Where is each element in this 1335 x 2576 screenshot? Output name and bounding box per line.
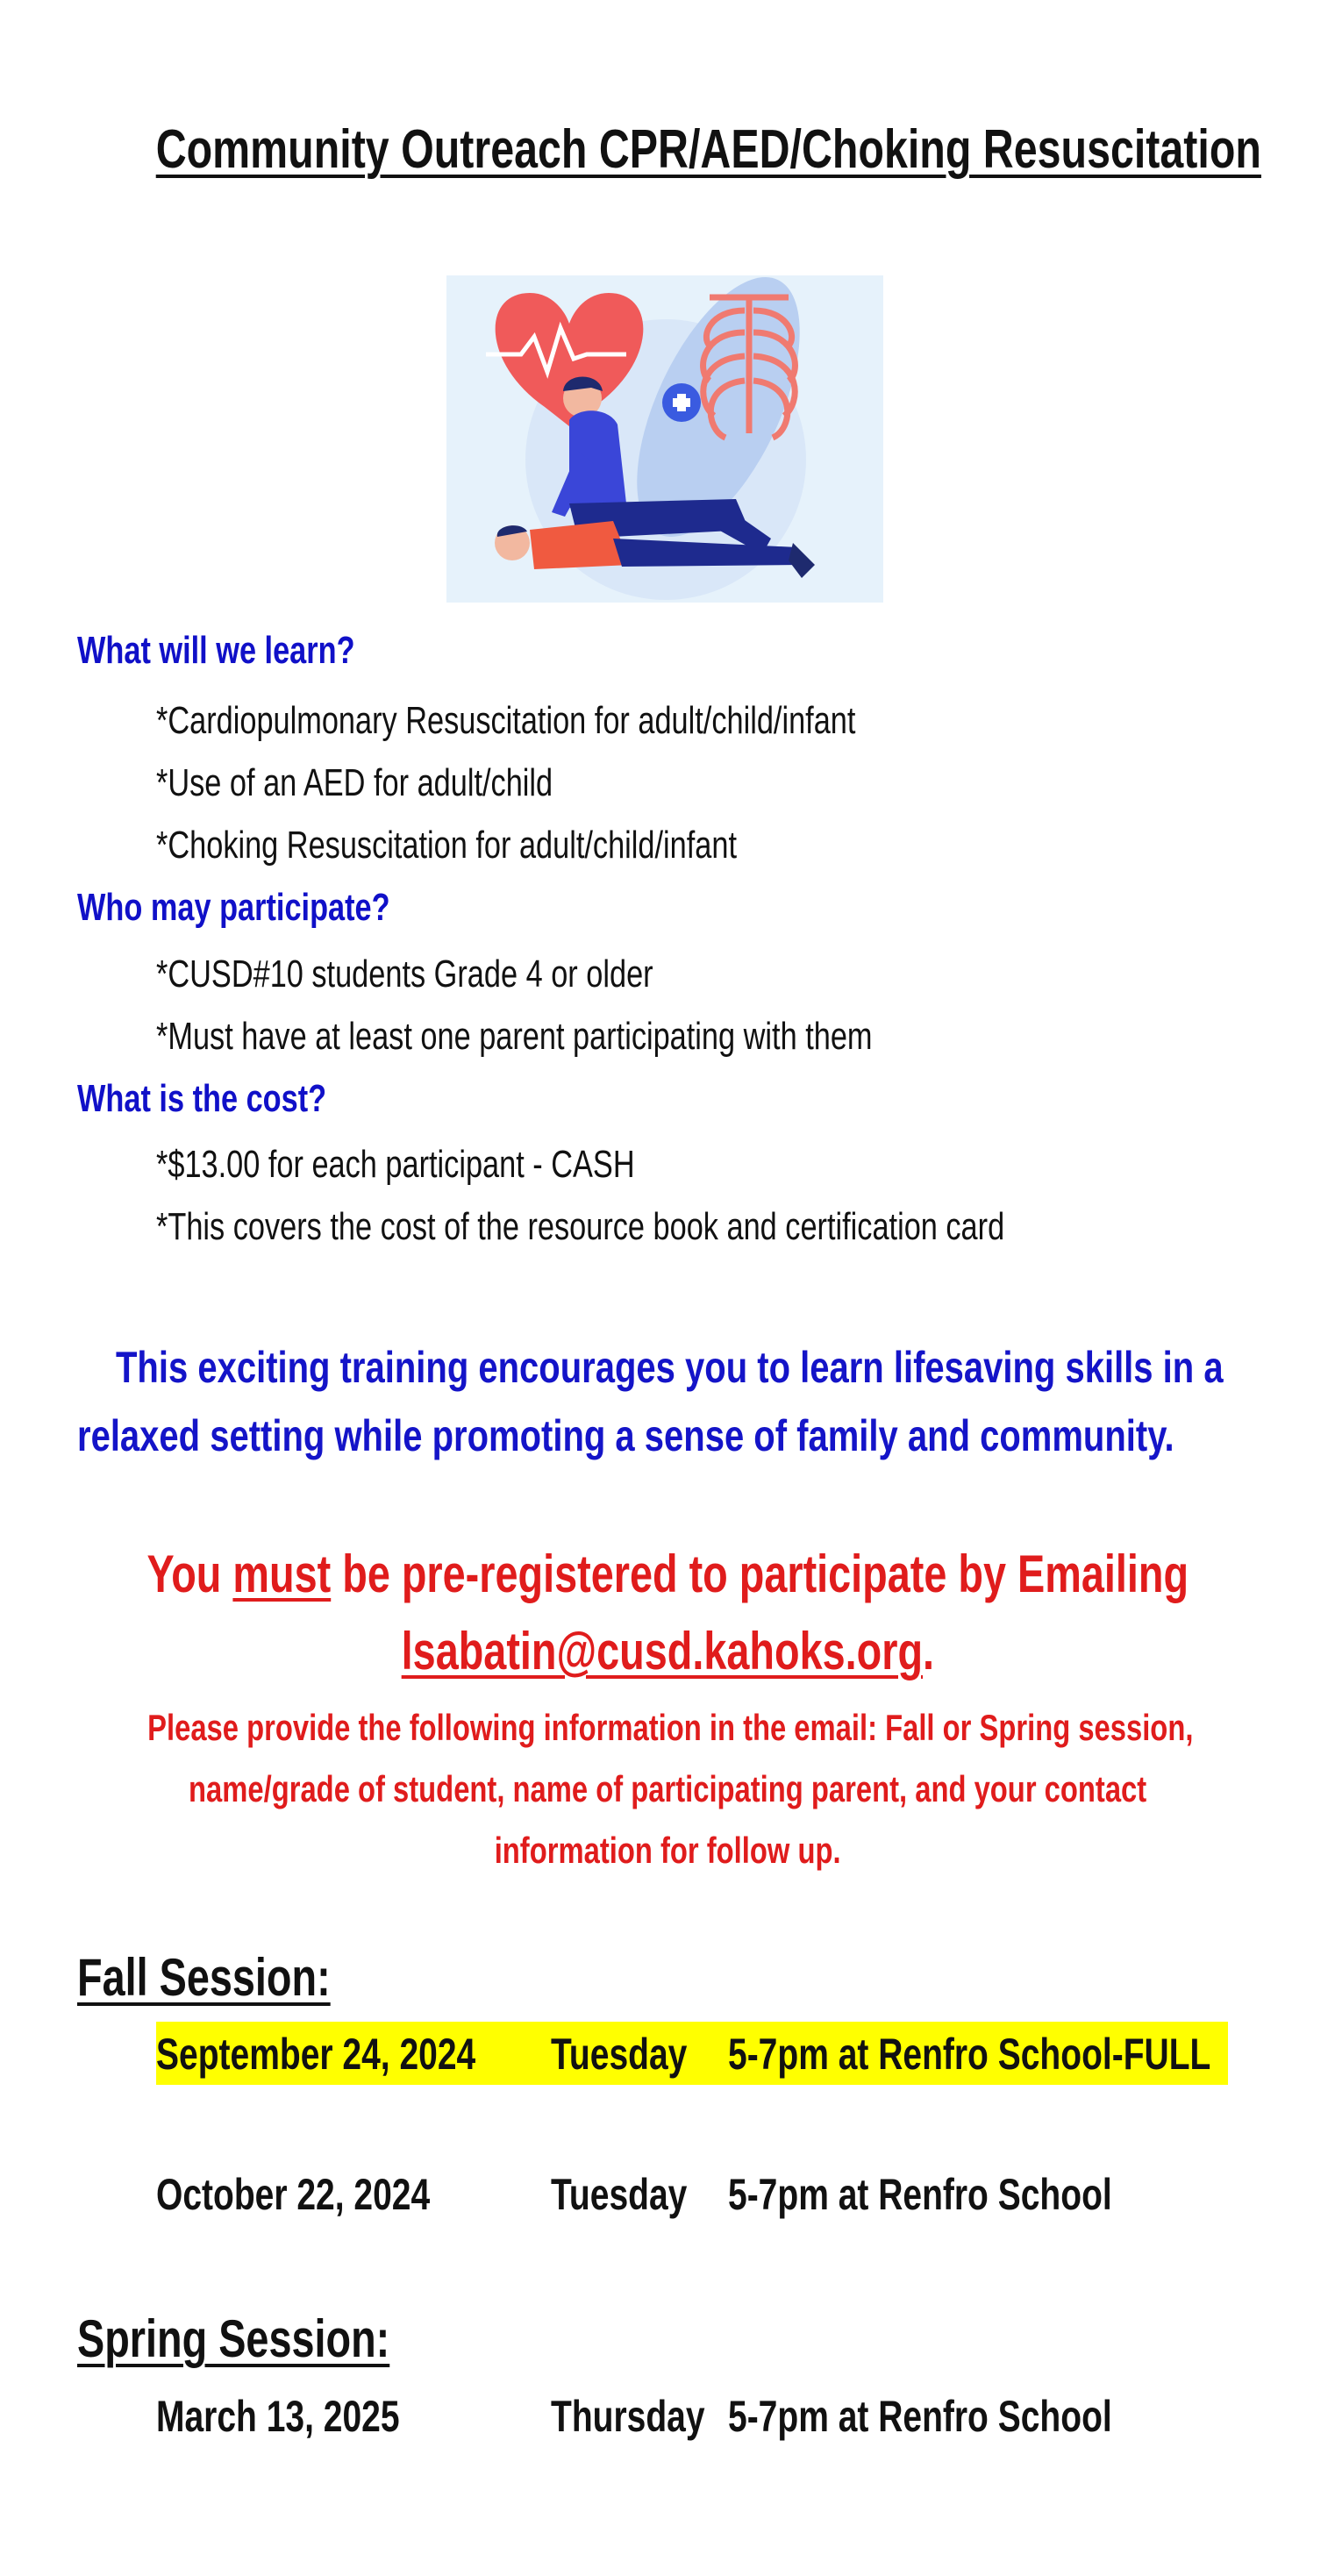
session-date: September 24, 2024: [156, 2030, 476, 2079]
registration-info-line: name/grade of student, name of participating parent, and your contact: [188, 1768, 1147, 1809]
registration-info-line: information for follow up.: [494, 1830, 841, 1871]
list-item: *This covers the cost of the resource book and certification card: [156, 1205, 1005, 1248]
cost-question: What is the cost?: [77, 1077, 327, 1120]
session-day: Tuesday: [551, 2030, 688, 2079]
training-description: This exciting training encourages you to learn lifesaving skills in a relaxed setting while promoting a sense of family and community.: [77, 1343, 1224, 1460]
session-info: 5-7pm at Renfro School: [728, 2392, 1112, 2441]
session-info: 5-7pm at Renfro School: [728, 2170, 1112, 2219]
session-row: [156, 2384, 1228, 2447]
cpr-illustration: [446, 275, 883, 603]
participate-question: Who may participate?: [77, 886, 390, 929]
email-link[interactable]: lsabatin@cusd.kahoks.org: [401, 1622, 923, 1680]
learn-question: What will we learn?: [77, 629, 355, 672]
registration-email-line: lsabatin@cusd.kahoks.org.: [401, 1622, 934, 1680]
list-item: *Cardiopulmonary Resuscitation for adult/child/infant: [156, 699, 856, 742]
session-row: [156, 2162, 1228, 2225]
session-row: [156, 2022, 1228, 2085]
list-item: *Choking Resuscitation for adult/child/infant: [156, 824, 737, 867]
session-day: Thursday: [551, 2392, 705, 2441]
session-date: October 22, 2024: [156, 2170, 431, 2219]
session-day: Tuesday: [551, 2170, 688, 2219]
list-item: *CUSD#10 students Grade 4 or older: [156, 953, 653, 995]
list-item: *Must have at least one parent participating with them: [156, 1015, 873, 1058]
list-item: *$13.00 for each participant - CASH: [156, 1143, 635, 1186]
registration-notice: You must be pre-registered to participate by Emailing: [146, 1545, 1189, 1603]
session-date: March 13, 2025: [156, 2392, 400, 2441]
fall-session-heading: Fall Session:: [77, 1948, 331, 2007]
page-title: Community Outreach CPR/AED/Choking Resuscitation: [155, 119, 1261, 180]
list-item: *Use of an AED for adult/child: [156, 761, 553, 804]
registration-info-line: Please provide the following information in the email: Fall or Spring session,: [147, 1707, 1194, 1748]
spring-session-heading: Spring Session:: [77, 2309, 390, 2368]
session-info: 5-7pm at Renfro School-FULL: [728, 2030, 1211, 2079]
